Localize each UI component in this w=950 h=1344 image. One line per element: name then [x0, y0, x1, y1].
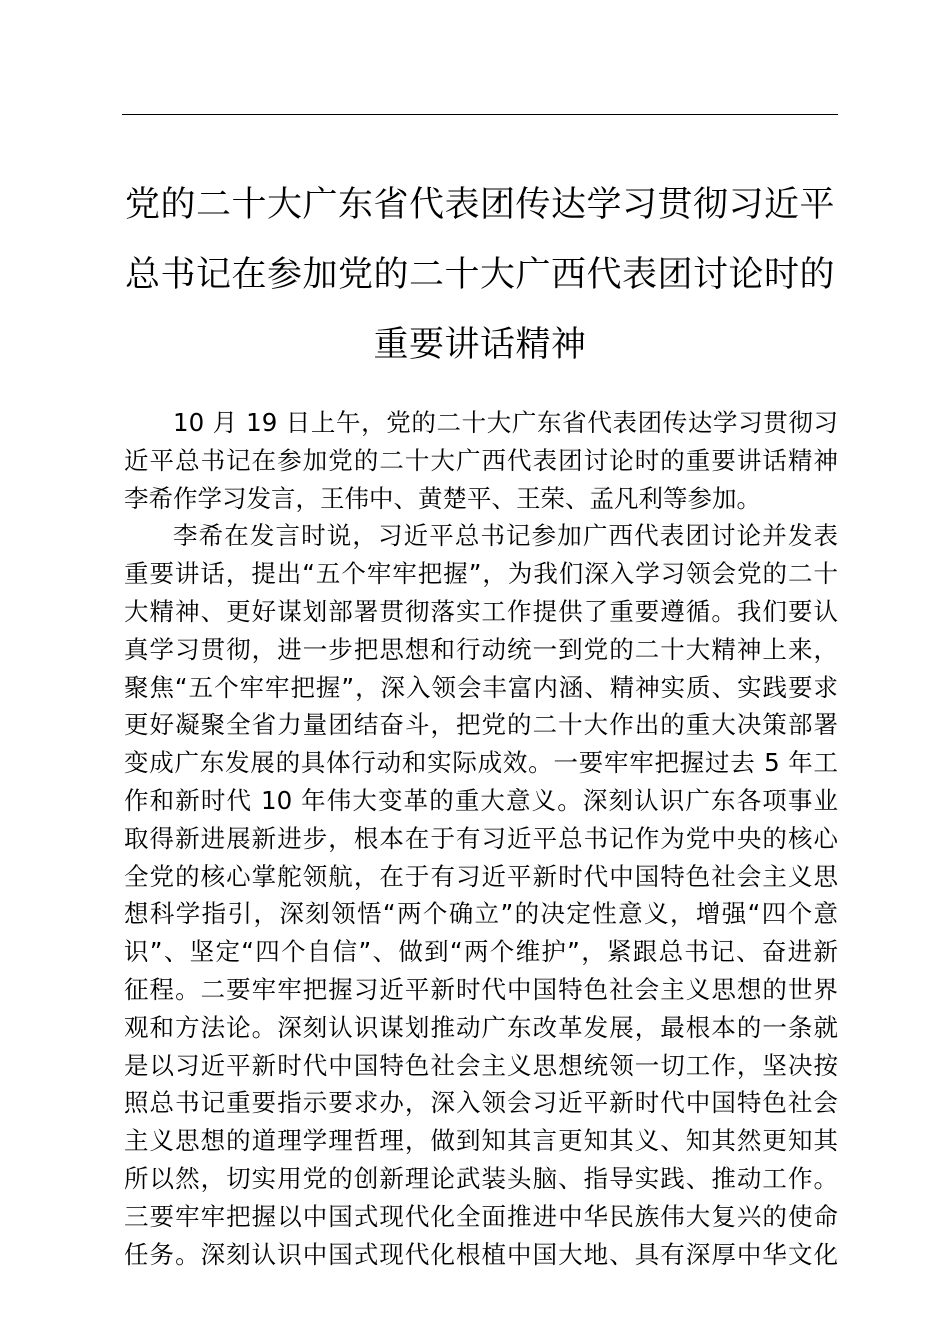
- paragraph-2-line: 聚焦“五个牢牢把握”，深入领会丰富内涵、精神实质、实践要求: [124, 672, 838, 702]
- title-line: 总书记在参加党的二十大广西代表团讨论时的: [124, 255, 835, 295]
- paragraph-2-line: 取得新进展新进步，根本在于有习近平总书记作为党中央的核心: [124, 823, 838, 853]
- paragraph-2-line: 三要牢牢把握以中国式现代化全面推进中华民族伟大复兴的使命: [124, 1201, 838, 1231]
- title-line: 党的二十大广东省代表团传达学习贯彻习近平: [124, 185, 835, 225]
- paragraph-2-line: 照总书记重要指示要求办，深入领会习近平新时代中国特色社会: [124, 1088, 838, 1118]
- paragraph-2-line: 更好凝聚全省力量团结奋斗，把党的二十大作出的重大决策部署: [124, 710, 838, 740]
- paragraph-2-line: 想科学指引，深刻领悟“两个确立”的决定性意义，增强“四个意: [124, 899, 838, 929]
- paragraph-2-line: 真学习贯彻，进一步把思想和行动统一到党的二十大精神上来，: [124, 634, 838, 664]
- header-rule: [122, 114, 838, 115]
- paragraph-1-line: 10 月 19 日上午，党的二十大广东省代表团传达学习贯彻习: [173, 408, 838, 437]
- paragraph-1-line: 近平总书记在参加党的二十大广西代表团讨论时的重要讲话精神: [124, 445, 838, 475]
- title-line: 重要讲话精神: [373, 325, 587, 365]
- paragraph-2-line: 重要讲话，提出“五个牢牢把握”，为我们深入学习领会党的二十: [124, 559, 838, 589]
- paragraph-2-line: 主义思想的道理学理哲理，做到知其言更知其义、知其然更知其: [124, 1126, 838, 1156]
- paragraph-2-line: 征程。二要牢牢把握习近平新时代中国特色社会主义思想的世界: [124, 974, 838, 1004]
- paragraph-2-line: 是以习近平新时代中国特色社会主义思想统领一切工作，坚决按: [124, 1050, 838, 1080]
- paragraph-2-line: 所以然，切实用党的创新理论武装头脑、指导实践、推动工作。: [124, 1163, 838, 1193]
- paragraph-2-line: 全党的核心掌舵领航，在于有习近平新时代中国特色社会主义思: [124, 861, 838, 891]
- paragraph-1-line: 李希作学习发言，王伟中、黄楚平、王荣、孟凡利等参加。: [124, 483, 761, 513]
- paragraph-2-line: 作和新时代 10 年伟大变革的重大意义。深刻认识广东各项事业: [124, 785, 838, 815]
- paragraph-2-line: 任务。深刻认识中国式现代化根植中国大地、具有深厚中华文化: [124, 1239, 838, 1269]
- document-title: [110, 170, 850, 380]
- paragraph-2-line: 识”、坚定“四个自信”、做到“两个维护”，紧跟总书记、奋进新: [124, 937, 838, 967]
- paragraph-2-line: 李希在发言时说，习近平总书记参加广西代表团讨论并发表: [173, 521, 838, 551]
- paragraph-2-line: 观和方法论。深刻认识谋划推动广东改革发展，最根本的一条就: [124, 1012, 838, 1042]
- paragraph-2-line: 大精神、更好谋划部署贯彻落实工作提供了重要遵循。我们要认: [124, 596, 838, 626]
- paragraph-2-line: 变成广东发展的具体行动和实际成效。一要牢牢把握过去 5 年工: [124, 748, 838, 778]
- document-body: [124, 404, 838, 1273]
